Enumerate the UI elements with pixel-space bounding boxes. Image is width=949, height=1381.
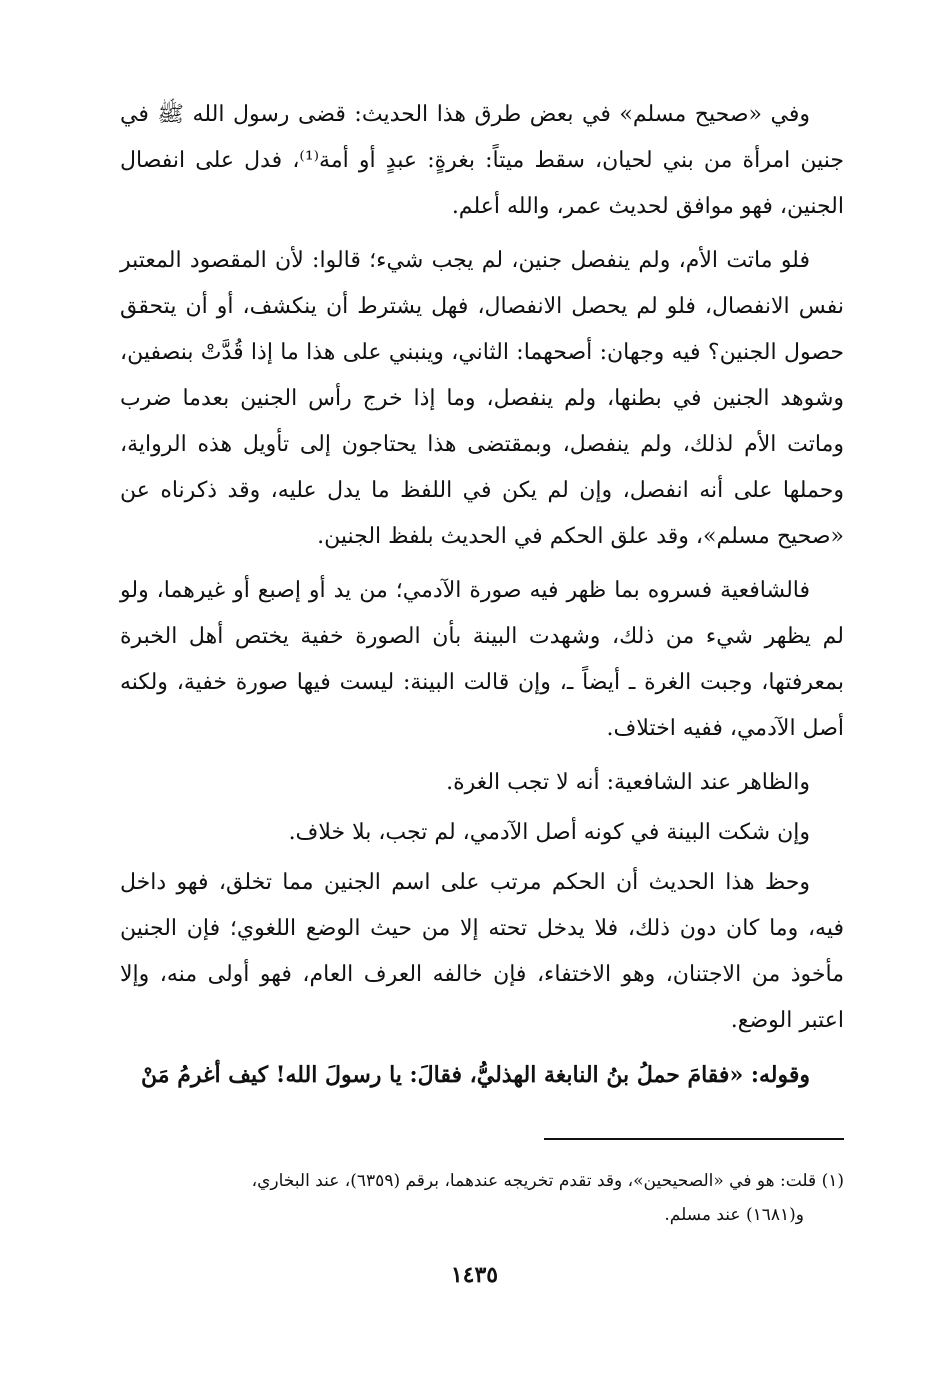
paragraph-quote: وقوله: «فقامَ حملُ بنُ النابغة الهذليُّ، فقالَ: يا رسولَ الله! كيف أغرمُ مَنْ <box>141 1062 810 1088</box>
footnote-line-1: (١) قلت: هو في «الصحيحين»، وقد تقدم تخريجه عندهما، برقم (٦٣٥٩)، عند البخاري، <box>251 1171 844 1191</box>
page-number: ١٤٣٥ <box>450 1262 499 1288</box>
paragraph-doubt: وإن شكت البينة في كونه أصل الآدمي، لم تجب، بلا خلاف. <box>288 820 810 845</box>
paragraph-share-of-hadith: وحظ هذا الحديث أن الحكم مرتب على اسم الجنين مما تخلق، فهو داخل فيه، وما كان دون ذلك، فلا يدخل تحته إلا من حيث الوضع اللغوي؛ فإن الجنين مأخوذ من الاجتنان، وهو الاختفاء، فإن خالفه العرف العام، فهو أولى منه، وإلا اعتبر الوضع. <box>120 870 844 1033</box>
footnote-line-2: و(١٦٨١) عند مسلم. <box>664 1205 804 1225</box>
footnote-divider <box>544 1138 844 1140</box>
paragraph-apparent-view: والظاهر عند الشافعية: أنه لا تجب الغرة. <box>446 770 810 795</box>
page-body <box>120 92 844 1106</box>
paragraph-mother-died: فلو ماتت الأم، ولم ينفصل جنين، لم يجب شيء؛ قالوا: لأن المقصود المعتبر نفس الانفصال، فلو لم يحصل الانفصال، فهل يشترط أن ينكشف، أو أن يتحقق حصول الجنين؟ فيه وجهان: أصحهما: الثاني، وينبني على هذا ما إذا قُدَّتْ بنصفين، وشوهد الجنين في بطنها، ولم ينفصل، وما إذا خرج رأس الجنين بعدما ضرب وماتت الأم لذلك، ولم ينفصل، وبمقتضى هذا يحتاجون إلى تأويل هذه الرواية، وحملها على أنه انفصل، وإن لم يكن في اللفظ ما يدل عليه، وقد ذكرناه عن «صحيح مسلم»، وقد علق الحكم في الحديث بلفظ الجنين. <box>120 248 844 549</box>
paragraph-shafiiyya: فالشافعية فسروه بما ظهر فيه صورة الآدمي؛ من يد أو إصبع أو غيرهما، ولو لم يظهر شيء من ذلك، وشهدت البينة بأن الصورة خفية يختص أهل الخبرة بمعرفتها، وجبت الغرة ـ أيضاً ـ، وإن قالت البينة: ليست فيها صورة خفية، ولكنه أصل الآدمي، ففيه اختلاف. <box>120 578 844 741</box>
paragraph-sahih-muslim: وفي «صحيح مسلم» في بعض طرق هذا الحديث: قضى رسول الله ﷺ في جنين امرأة من بني لحيان، سقط ميتاً: بغرةٍ: عبدٍ أو أمة⁽¹⁾، فدل على انفصال الجنين، فهو موافق لحديث عمر، والله أعلم. <box>120 102 844 219</box>
footnotes <box>120 1164 844 1232</box>
